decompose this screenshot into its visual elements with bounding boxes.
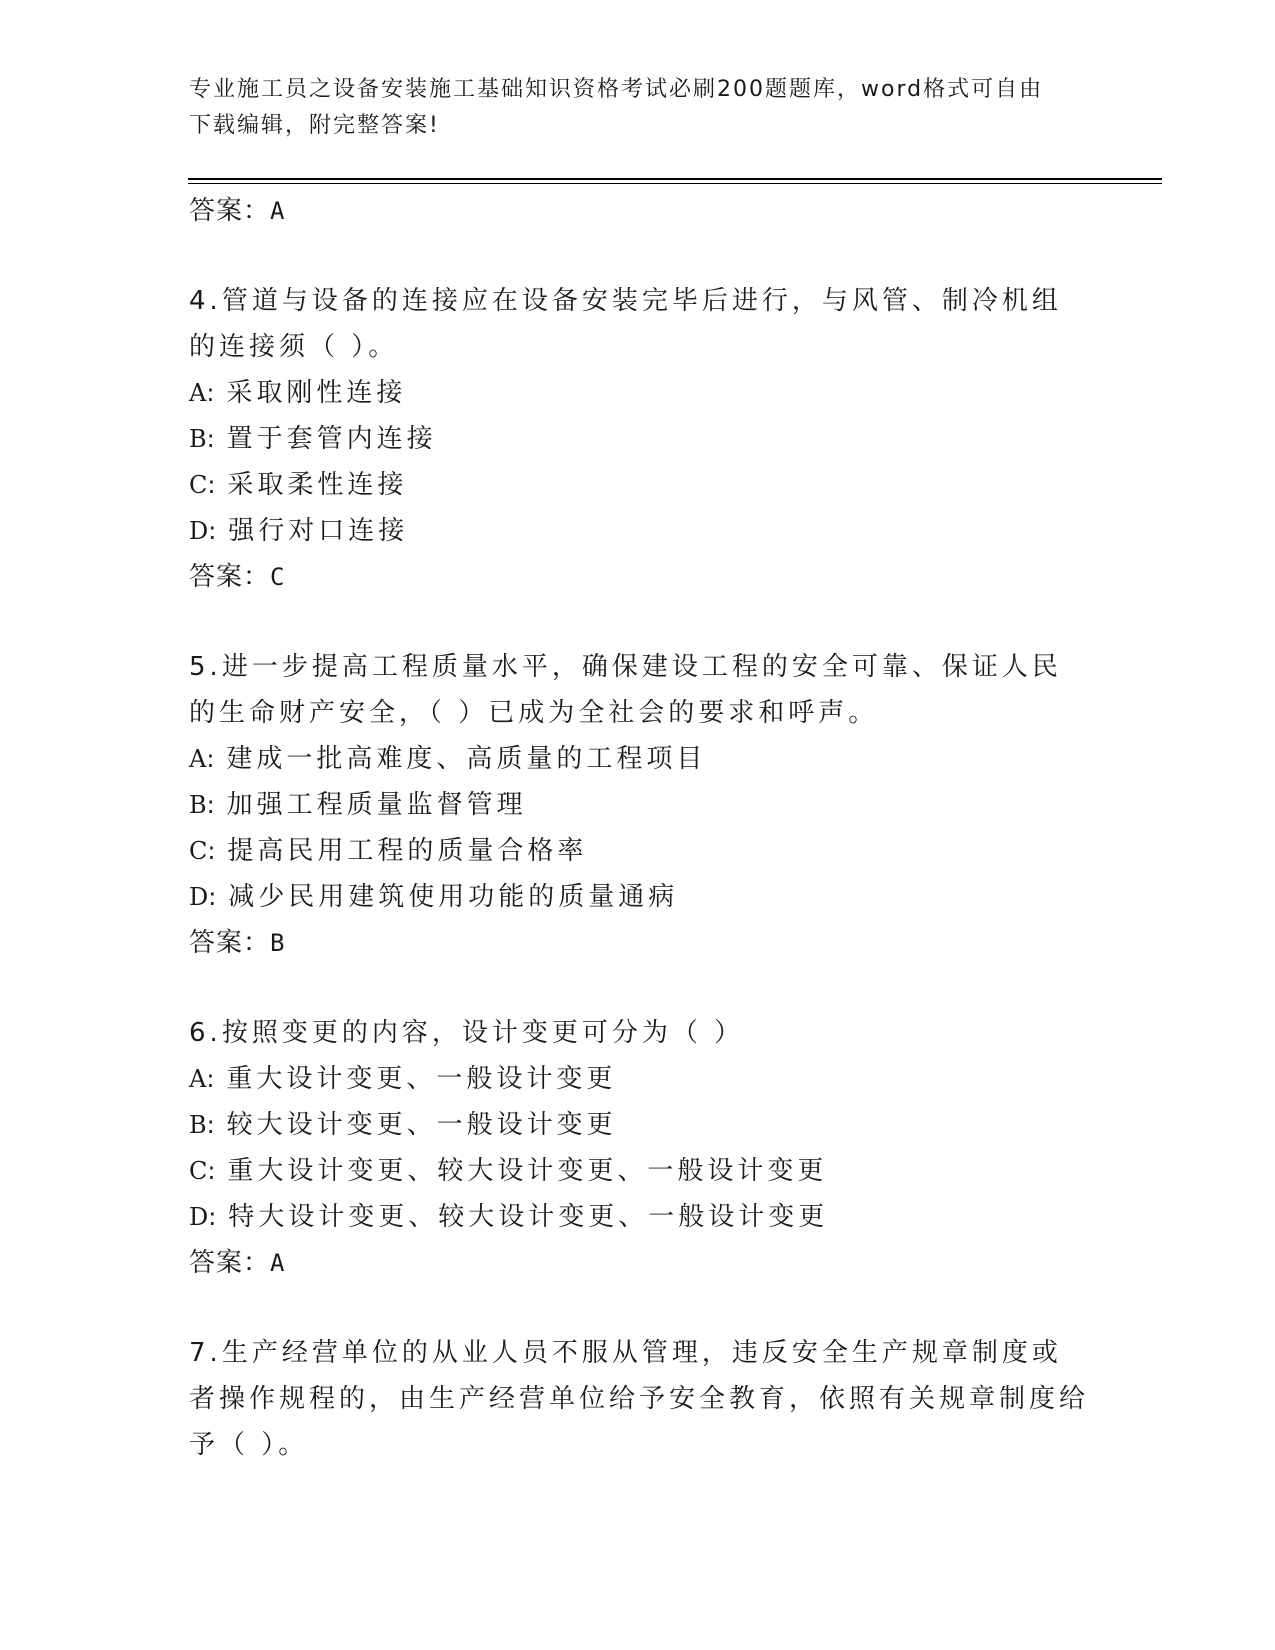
option-letter: B: [189, 1111, 207, 1139]
option-colon: :: [208, 517, 221, 545]
option-text: 重大设计变更、较大设计变更、一般设计变更: [227, 1156, 828, 1186]
question-number: 7.: [189, 1338, 222, 1368]
option-text: 重大设计变更、一般设计变更: [226, 1064, 617, 1094]
answer-line: [189, 554, 1089, 600]
answer-label: 答案：: [189, 196, 271, 226]
answer-line: [189, 920, 1089, 966]
option-text: 强行对口连接: [228, 516, 409, 546]
option-letter: A: [189, 379, 207, 407]
answer-label: 答案：: [189, 928, 271, 958]
question-text: [189, 278, 1089, 370]
question-body: 管道与设备的连接应在设备安装完毕后进行，与风管、制冷机组的连接须（ ）。: [189, 286, 1062, 362]
question-text: [189, 644, 1089, 736]
option-letter: C: [189, 837, 208, 865]
option-d: [189, 508, 1089, 554]
answer-label: 答案：: [189, 1248, 271, 1278]
option-letter: D: [189, 1203, 209, 1231]
option-text: 置于套管内连接: [226, 424, 437, 454]
option-colon: :: [207, 837, 220, 865]
header-title-line-1: 专业施工员之设备安装施工基础知识资格考试必刷200题题库，word格式可自由: [189, 77, 1044, 102]
answer-value: B: [270, 929, 286, 957]
header-rule-thin: [188, 183, 1162, 184]
answer-line-q3: [189, 188, 1089, 234]
option-c: [189, 462, 1089, 508]
option-text: 加强工程质量监督管理: [226, 790, 527, 820]
question-5: [189, 644, 1089, 966]
option-a: [189, 370, 1089, 416]
option-letter: B: [189, 791, 207, 819]
option-colon: :: [206, 425, 219, 453]
option-b: [189, 1102, 1089, 1148]
question-body: 按照变更的内容，设计变更可分为（ ）: [221, 1018, 745, 1048]
answer-line: [189, 1240, 1089, 1286]
option-letter: C: [189, 1157, 208, 1185]
option-d: [189, 874, 1089, 920]
option-colon: :: [206, 745, 219, 773]
option-colon: :: [208, 883, 221, 911]
option-text: 建成一批高难度、高质量的工程项目: [226, 744, 707, 774]
option-colon: :: [206, 1111, 219, 1139]
option-colon: :: [208, 1203, 221, 1231]
answer-value: A: [270, 197, 286, 225]
option-text: 采取柔性连接: [227, 470, 408, 500]
option-text: 较大设计变更、一般设计变更: [226, 1110, 617, 1140]
option-colon: :: [207, 1157, 220, 1185]
answer-label: 答案：: [189, 562, 271, 592]
option-colon: :: [206, 379, 219, 407]
question-body: 进一步提高工程质量水平，确保建设工程的安全可靠、保证人民的生命财产安全，（ ）已成为全社会的要求和呼声。: [189, 652, 1062, 728]
answer-value: C: [270, 563, 286, 591]
option-colon: :: [207, 471, 220, 499]
option-letter: A: [189, 745, 207, 773]
option-d: [189, 1194, 1089, 1240]
question-number: 5.: [189, 652, 222, 682]
option-letter: D: [189, 883, 209, 911]
option-colon: :: [206, 791, 219, 819]
option-letter: C: [189, 471, 208, 499]
option-colon: :: [206, 1065, 219, 1093]
option-c: [189, 828, 1089, 874]
option-letter: B: [189, 425, 207, 453]
question-number: 4.: [189, 286, 222, 316]
header-rule-thick: [188, 178, 1162, 180]
header-title-line-2: 下载编辑，附完整答案!: [189, 113, 440, 138]
question-number: 6.: [189, 1018, 222, 1048]
option-letter: A: [189, 1065, 207, 1093]
question-body: 生产经营单位的从业人员不服从管理，违反安全生产规章制度或者操作规程的，由生产经营单位给予安全教育，依照有关规章制度给予（ ）。: [189, 1338, 1090, 1460]
document-header: [189, 72, 1069, 144]
answer-value: A: [270, 1249, 286, 1277]
option-a: [189, 1056, 1089, 1102]
option-b: [189, 782, 1089, 828]
question-7: [189, 1330, 1089, 1468]
question-6: [189, 1010, 1089, 1286]
question-4: [189, 278, 1089, 600]
option-a: [189, 736, 1089, 782]
question-text: [189, 1010, 1089, 1056]
option-text: 提高民用工程的质量合格率: [227, 836, 588, 866]
question-text: [189, 1330, 1089, 1468]
option-letter: D: [189, 517, 209, 545]
option-text: 减少民用建筑使用功能的质量通病: [228, 882, 679, 912]
option-text: 采取刚性连接: [226, 378, 407, 408]
question-list: [189, 188, 1089, 1468]
option-text: 特大设计变更、较大设计变更、一般设计变更: [228, 1202, 829, 1232]
option-b: [189, 416, 1089, 462]
option-c: [189, 1148, 1089, 1194]
